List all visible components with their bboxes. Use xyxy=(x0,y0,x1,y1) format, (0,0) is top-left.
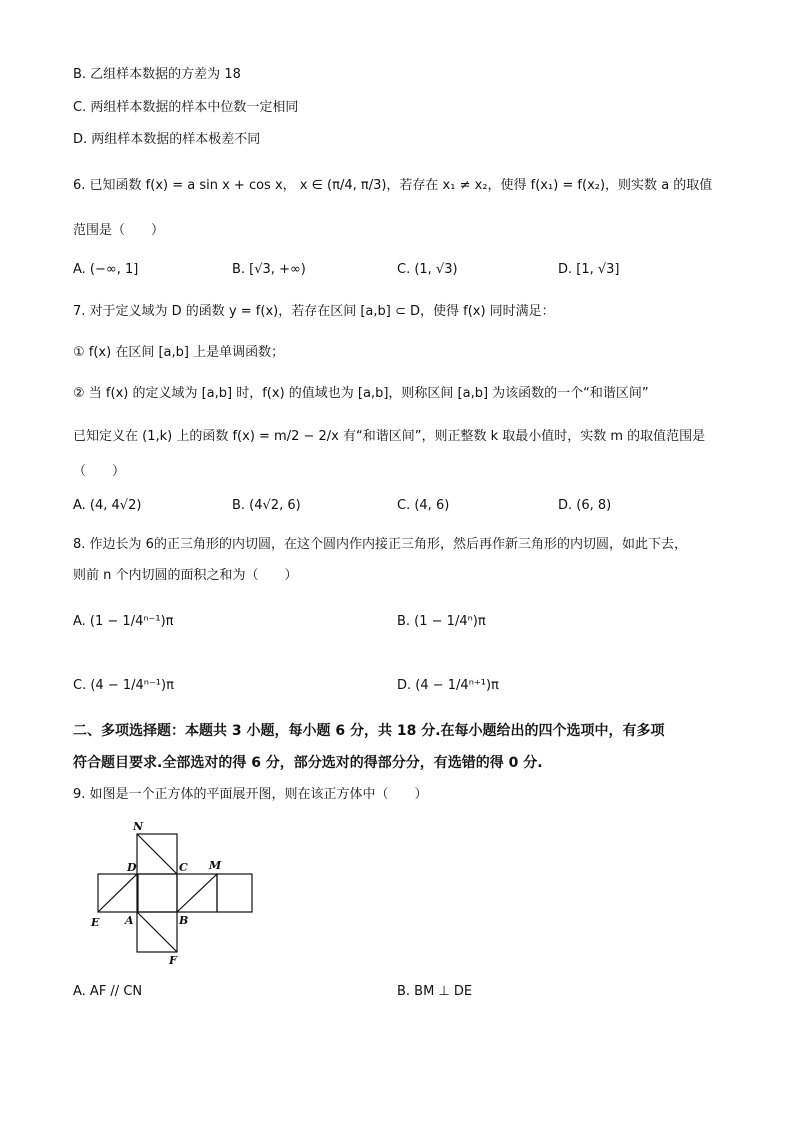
section-2-heading-2: 符合题目要求.全部选对的得 6 分，部分选对的得部分分，有选错的得 0 分. xyxy=(73,755,543,771)
q7-option-a: A. (4, 4√2) xyxy=(73,498,142,513)
q5-option-c: C. 两组样本数据的样本中位数一定相同 xyxy=(73,100,299,115)
q6-stem: 6. 已知函数 f(x) = a sin x + cos x， x ∈ (π/4, π/3)，若存在 x₁ ≠ x₂，使得 f(x₁) = f(x₂)，则实数 a 的取值 xyxy=(73,178,713,193)
q7-paren: （ ） xyxy=(73,464,126,479)
q9-stem: 9. 如图是一个正方体的平面展开图，则在该正方体中（ ） xyxy=(73,787,428,802)
q9-option-b: B. BM ⊥ DE xyxy=(397,984,473,999)
section-2-heading: 二、多项选择题：本题共 3 小题，每小题 6 分，共 18 分.在每小题给出的四个选项中，有多项 xyxy=(73,723,665,739)
q6-option-a: A. (−∞, 1] xyxy=(73,262,139,277)
q8-stem: 8. 作边长为 6的正三角形的内切圆，在这个圆内作内接正三角形，然后再作新三角形的内切圆，如此下去， xyxy=(73,537,687,552)
q8-option-c: C. (4 − 1/4ⁿ⁻¹)π xyxy=(73,678,174,693)
q6-option-b: B. [√3, +∞) xyxy=(232,262,306,277)
diagonal-af xyxy=(137,912,177,952)
diagonal-nc xyxy=(137,834,177,874)
q5-option-d: D. 两组样本数据的样本极差不同 xyxy=(73,132,261,147)
net-square-right xyxy=(217,874,252,912)
label-n: N xyxy=(133,820,144,833)
label-m: M xyxy=(209,859,222,872)
q8-option-d: D. (4 − 1/4ⁿ⁺¹)π xyxy=(397,678,499,693)
cube-net-figure xyxy=(88,816,268,966)
q7-option-b: B. (4√2, 6) xyxy=(232,498,301,513)
q7-option-d: D. (6, 8) xyxy=(558,498,612,513)
label-e: E xyxy=(91,916,100,929)
q8-stem-2: 则前 n 个内切圆的面积之和为（ ） xyxy=(73,568,298,583)
q6-option-d: D. [1, √3] xyxy=(558,262,620,277)
q7-condition-1: ① f(x) 在区间 [a,b] 上是单调函数； xyxy=(73,345,285,360)
label-d: D xyxy=(127,861,137,874)
q8-option-a: A. (1 − 1/4ⁿ⁻¹)π xyxy=(73,614,174,629)
q6-option-c: C. (1, √3) xyxy=(397,262,458,277)
q9-option-a: A. AF // CN xyxy=(73,984,143,999)
label-c: C xyxy=(179,861,188,874)
q5-option-b: B. 乙组样本数据的方差为 18 xyxy=(73,67,241,82)
net-square-center xyxy=(137,874,177,912)
q7-condition-2: ② 当 f(x) 的定义域为 [a,b] 时，f(x) 的值域也为 [a,b]，则称区间 [a,b] 为该函数的一个“和谐区间” xyxy=(73,386,649,401)
diagonal-bm xyxy=(177,874,217,912)
q6-stem-2: 范围是（ ） xyxy=(73,223,165,238)
label-f: F xyxy=(169,954,177,966)
q7-known: 已知定义在 (1,k) 上的函数 f(x) = m/2 − 2/x 有“和谐区间”，则正整数 k 取最小值时，实数 m 的取值范围是 xyxy=(73,429,706,444)
label-a: A xyxy=(125,914,134,927)
label-b: B xyxy=(179,914,189,927)
q7-option-c: C. (4, 6) xyxy=(397,498,450,513)
diagonal-ed xyxy=(98,874,137,912)
q7-stem: 7. 对于定义域为 D 的函数 y = f(x)，若存在区间 [a,b] ⊂ D，使得 f(x) 同时满足： xyxy=(73,304,555,319)
q8-option-b: B. (1 − 1/4ⁿ)π xyxy=(397,614,486,629)
